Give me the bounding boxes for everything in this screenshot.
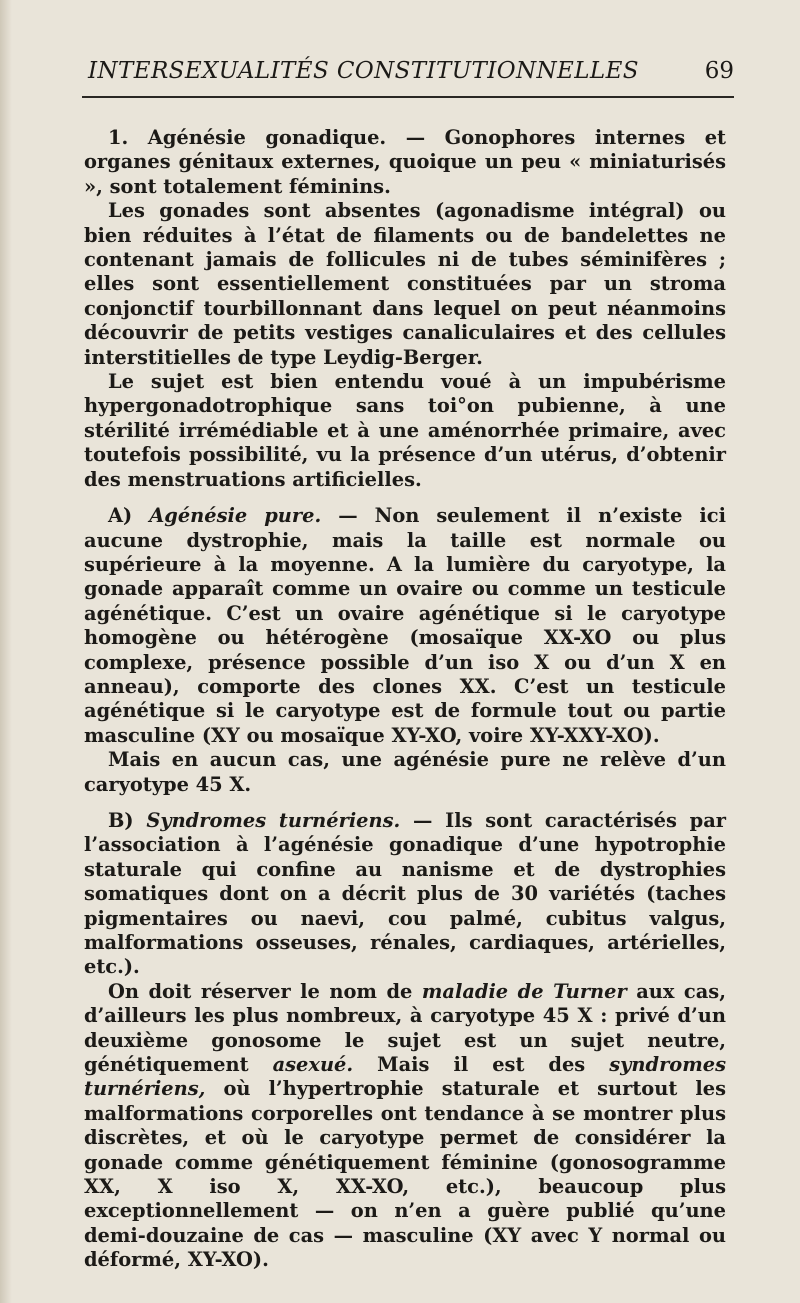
header-rule (82, 96, 734, 98)
paragraph-text: Mais il est des (353, 1053, 610, 1077)
paragraph-text: Le sujet est bien entendu voué à un impubérisme hypergonadotrophique sans toi°on pubienne, à une stérilité irrémédiable et à une aménorrhée primaire, avec toutefois possibilité, vu la présence d’un utérus, d’obtenir des menstruations artificielles. (84, 370, 726, 491)
term-maladie-de-turner: maladie de Turner (421, 979, 627, 1003)
subsection-label: A) (108, 504, 150, 528)
page-number: 69 (704, 58, 734, 84)
paragraph-text: Mais en aucun cas, une agénésie pure ne relève d’un caryotype 45 X. (84, 748, 726, 796)
paragraph-gonades (84, 199, 726, 370)
paragraph-text: — Gonophores internes et organes génitaux externes, quoique un peu « miniaturisés », sont totalement féminins. (84, 126, 726, 198)
paragraph-text: — Ils sont caractérisés par l’association à l’agénésie gonadique d’une hypotrophie staturale qui confine au nanisme et de dystrophies somatiques dont on a décrit plus de 30 variétés (taches pigmentaires ou naevi, cou palmé, cubitus valgus, malformations osseuses, rénales, cardiaques, artérielles, etc.). (84, 808, 726, 979)
subsection-label: B) (108, 808, 147, 832)
paragraph-text: — Non seulement il n’existe ici aucune dystrophie, mais la taille est normale ou supérieure à la moyenne. A la lumière du caryotype, la gonade apparaît comme un ovaire ou comme un testicule agénétique. C’est un ovaire agénétique si le caryotype homogène ou hétérogène (mosaïque XX-XO ou plus complexe, présence possible d’un iso X ou d’un X en anneau), comporte des clones XX. C’est un testicule agénétique si le caryotype est de formule tout ou partie masculine (XY ou mosaïque XY-XO, voire XY-XXY-XO). (84, 504, 726, 747)
paragraph-text: On doit réserver le nom de (108, 979, 422, 1003)
paragraph-sujet (84, 370, 726, 492)
subsection-title-agenesie-pure: Agénésie pure. (149, 504, 322, 528)
subsection-title-syndromes-turneriens: Syndromes turnériens. (146, 808, 401, 832)
paragraph-agenesie-gonadique (84, 126, 726, 199)
paragraph-syndromes-turneriens (84, 809, 726, 980)
page-left-edge (0, 0, 12, 1303)
section-heading-agenesie-gonadique: 1. Agénésie gonadique. (108, 126, 387, 149)
page-header (82, 58, 734, 92)
paragraph-text: où l’hypertrophie staturale et surtout les malformations corporelles ont tendance à se montrer plus discrètes, et où le caryotype permet de considérer la gonade comme génétiquement féminine (gonosogramme XX, X iso X, XX-XO, etc.), beaucoup plus exceptionnellement — on n’en a guère publié qu’une demi-douzaine de cas — masculine (XY avec Y normal ou déformé, XY-XO). (84, 1077, 726, 1272)
paragraph-text: aux cas, d’ailleurs les plus nombreux, à caryotype 45 X : privé d’un deuxième gonosome le sujet est un sujet neutre, génétiquement (84, 979, 726, 1077)
body-text (84, 126, 726, 1273)
paragraph-aucun-cas (84, 748, 726, 797)
paragraph-maladie-turner (84, 980, 726, 1273)
running-title: INTERSEXUALITÉS CONSTITUTIONNELLES (88, 58, 639, 84)
term-asexue: asexué. (272, 1053, 354, 1077)
paragraph-agenesie-pure (84, 504, 726, 748)
paragraph-text: Les gonades sont absentes (agonadisme intégral) ou bien réduites à l’état de filaments ou de bandelettes ne contenant jamais de follicules ni de tubes séminifères ; elles sont essentiellement constituées par un stroma conjonctif tourbillonnant dans lequel on peut néanmoins découvrir de petits vestiges canaliculaires et des cellules interstitielles de type Leydig-Berger. (84, 199, 726, 369)
term-syndromes-turneriens: syndromes turnériens, (84, 1053, 726, 1101)
